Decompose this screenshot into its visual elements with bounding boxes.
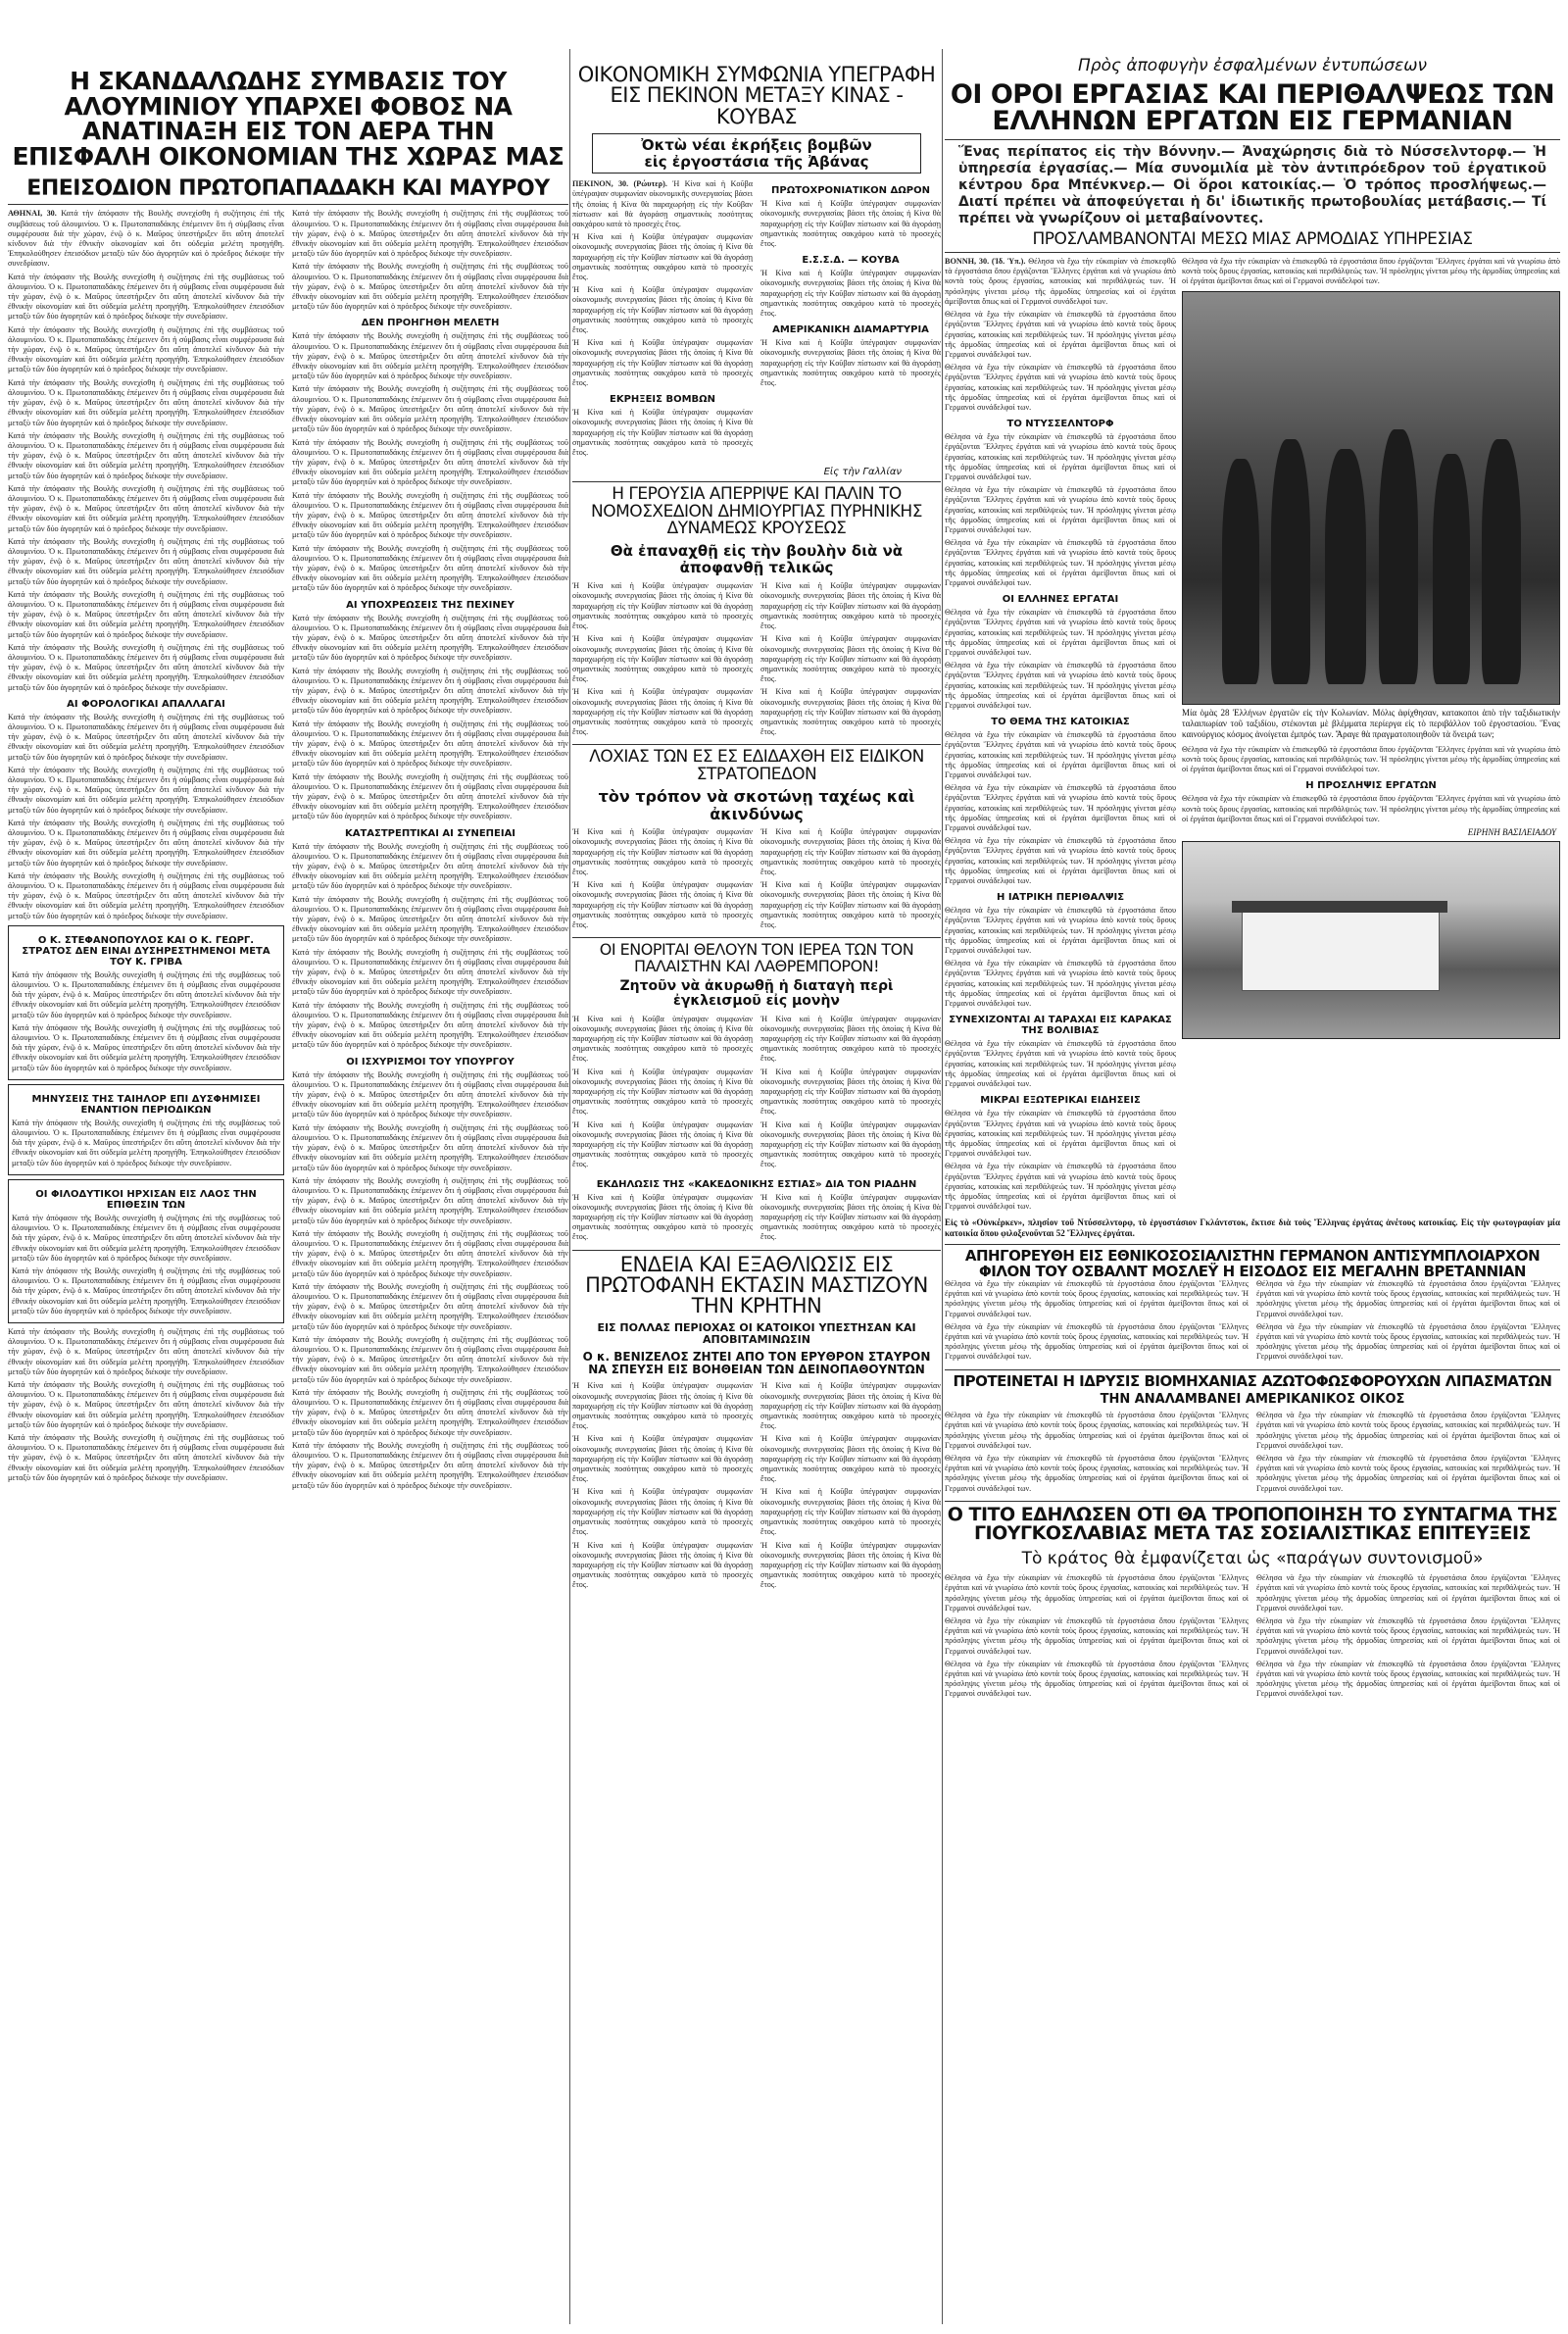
article-text: Κατά τὴν ἀπόφασιν τῆς Βουλῆς συνεχίσθη ἡ συζήτησις ἐπὶ τῆς συμβάσεως τοῦ ἀλουμινίου. Ὁ κ. Πρωτοπαπαδάκης ἐπέμεινεν ὅτι ἡ σύμβασις εἶναι συμφέρουσα διὰ τὴν χώραν, ἐνῷ ὁ κ. Μαῦρος ὑπεστήριξεν ὅτι αὕτη ἀποτελεῖ κίνδυνον διὰ τὴν ἐθνικὴν οἰκονομίαν καὶ ὅτι οὐδεμία μελέτη προηγήθη. Ἐπηκολούθησεν ἐπεισόδιον μεταξὺ τῶν δύο ἀγορητῶν καὶ ὁ πρόεδρος διέκοψε τὴν συνεδρίασιν. (8, 1432, 284, 1482)
article-text: Ἡ Κίνα καὶ ἡ Κοῦβα ὑπέγραψαν συμφωνίαν οἰκονομικῆς συνεργασίας βάσει τῆς ὁποίας ἡ Κίνα θὰ παραχωρήσῃ εἰς τὴν Κοῦβαν πίστωσιν καὶ θὰ ἀγοράσῃ σημαντικὰς ποσότητας σακχάρου κατὰ τὸ προσεχὲς ἔτος. (760, 1067, 941, 1117)
divider (572, 1250, 941, 1251)
headline-mosley: ΑΠΗΓΟΡΕΥΘΗ ΕΙΣ ΕΘΝΙΚΟΣΟΣΙΑΛΙΣΤΗΝ ΓΕΡΜΑΝΟΝ ΑΝΤΙΣΥΜΠΛΟΙΑΡΧΟΝ ΦΙΛΟΝ ΤΟΥ ΟΣΒΑΛΝΤ ΜΟΣΛΕΫ Η ΕΙΣΟΔΟΣ ΕΙΣ ΜΕΓΑΛΗΝ ΒΡΕΤΑΝΝΙΑΝ (964, 1247, 1541, 1280)
byline: ΕΙΡΗΝΗ ΒΑΣΙΛΕΙΑΔΟΥ (1467, 826, 1556, 837)
article-text: Κατά τὴν ἀπόφασιν τῆς Βουλῆς συνεχίσθη ἡ συζήτησις ἐπὶ τῆς συμβάσεως τοῦ ἀλουμινίου. Ὁ κ. Πρωτοπαπαδάκης ἐπέμεινεν ὅτι ἡ σύμβασις εἶναι συμφέρουσα διὰ τὴν χώραν, ἐνῷ ὁ κ. Μαῦρος ὑπεστήριξεν ὅτι αὕτη ἀποτελεῖ κίνδυνον διὰ τὴν ἐθνικὴν οἰκονομίαν καὶ ὅτι οὐδεμία μελέτη προηγήθη. Ἐπηκολούθησεν ἐπεισόδιον μεταξὺ τῶν δύο ἀγορητῶν καὶ ὁ πρόεδρος διέκοψε τὴν συνεδρίασιν. (8, 712, 284, 762)
headline-crete: ΕΝΔΕΙΑ ΚΑΙ ΕΞΑΘΛΙΩΣΙΣ ΕΙΣ ΠΡΩΤΟΦΑΝΗ ΕΚΤΑΣΙΝ ΜΑΣΤΙΖΟΥΝ ΤΗΝ ΚΡΗΤΗΝ (585, 1252, 928, 1318)
article-text: Θέλησα νὰ ἔχω τὴν εὐκαιρίαν νὰ ἐπισκεφθῶ τὰ ἐργοστάσια ὅπου ἐργάζονται Ἕλληνες ἐργάται καὶ νὰ γνωρίσω ἀπὸ κοντὰ τοὺς ὅρους ἐργασίας, κατοικίας καὶ περιθάλψεώς των. Ἡ πρόσληψις γίνεται μέσῳ τῆς ἁρμοδίας ὑπηρεσίας καὶ οἱ ἐργάται ἀμείβονται ὅπως καὶ οἱ Γερμανοὶ συνάδελφοί των. (1256, 1573, 1560, 1613)
headline-priest: ΟΙ ΕΝΟΡΙΤΑΙ ΘΕΛΟΥΝ ΤΟΝ ΙΕΡΕΑ ΤΩΝ ΤΟΝ ΠΑΛΑΙΣΤΗΝ ΚΑΙ ΛΑΘΡΕΜΠΟΡΟΝ! (599, 940, 914, 975)
section-heading: ΕΚΡΗΞΕΙΣ ΒΟΜΒΩΝ (609, 394, 716, 406)
article-text: Θέλησα νὰ ἔχω τὴν εὐκαιρίαν νὰ ἐπισκεφθῶ τὰ ἐργοστάσια ὅπου ἐργάζονται Ἕλληνες ἐργάται καὶ νὰ γνωρίσω ἀπὸ κοντὰ τοὺς ὅρους ἐργασίας, κατοικίας καὶ περιθάλψεώς των. Ἡ πρόσληψις γίνεται μέσῳ τῆς ἁρμοδίας ὑπηρεσίας καὶ οἱ ἐργάται ἀμείβονται ὅπως καὶ οἱ Γερμανοὶ συνάδελφοί των. (945, 485, 1176, 534)
article-text: Ἡ Κίνα καὶ ἡ Κοῦβα ὑπέγραψαν συμφωνίαν οἰκονομικῆς συνεργασίας βάσει τῆς ὁποίας ἡ Κίνα θὰ παραχωρήσῃ εἰς τὴν Κοῦβαν πίστωσιν καὶ θὰ ἀγοράσῃ σημαντικὰς ποσότητας σακχάρου κατὰ τὸ προσεχὲς ἔτος. (760, 1487, 941, 1537)
subhead-parliament: Θὰ ἐπαναχθῇ εἰς τὴν βουλὴν διὰ νὰ ἀποφανθῇ τελικῶς (610, 542, 904, 576)
article-text: Κατά τὴν ἀπόφασιν τῆς Βουλῆς συνεχίσθη ἡ συζήτησις ἐπὶ τῆς συμβάσεως τοῦ ἀλουμινίου. Ὁ κ. Πρωτοπαπαδάκης ἐπέμεινεν ὅτι ἡ σύμβασις εἶναι συμφέρουσα διὰ τὴν χώραν, ἐνῷ ὁ κ. Μαῦρος ὑπεστήριξεν ὅτι αὕτη ἀποτελεῖ κίνδυνον διὰ τὴν ἐθνικὴν οἰκονομίαν καὶ ὅτι οὐδεμία μελέτη προηγήθη. Ἐπηκολούθησεν ἐπεισόδιον μεταξὺ τῶν δύο ἀγορητῶν καὶ ὁ πρόεδρος διέκοψε τὴν συνεδρίασιν. (292, 1334, 568, 1384)
article-text: Κατά τὴν ἀπόφασιν τῆς Βουλῆς συνεχίσθη ἡ συζήτησις ἐπὶ τῆς συμβάσεως τοῦ ἀλουμινίου. Ὁ κ. Πρωτοπαπαδάκης ἐπέμεινεν ὅτι ἡ σύμβασις εἶναι συμφέρουσα διὰ τὴν χώραν, ἐνῷ ὁ κ. Μαῦρος ὑπεστήριξεν ὅτι αὕτη ἀποτελεῖ κίνδυνον διὰ τὴν ἐθνικὴν οἰκονομίαν καὶ ὅτι οὐδεμία μελέτη προηγήθη. Ἐπηκολούθησεν ἐπεισόδιον μεταξὺ τῶν δύο ἀγορητῶν καὶ ὁ πρόεδρος διέκοψε τὴν συνεδρίασιν. (292, 666, 568, 716)
article-text: Ἡ Κίνα καὶ ἡ Κοῦβα ὑπέγραψαν συμφωνίαν οἰκονομικῆς συνεργασίας βάσει τῆς ὁποίας ἡ Κίνα θὰ παραχωρήσῃ εἰς τὴν Κοῦβαν πίστωσιν καὶ θὰ ἀγοράσῃ σημαντικὰς ποσότητας σακχάρου κατὰ τὸ προσεχὲς ἔτος. (572, 880, 753, 929)
article-text: Κατά τὴν ἀπόφασιν τῆς Βουλῆς συνεχίσθη ἡ συζήτησις ἐπὶ τῆς συμβάσεως τοῦ ἀλουμινίου. Ὁ κ. Πρωτοπαπαδάκης ἐπέμεινεν ὅτι ἡ σύμβασις εἶναι συμφέρουσα διὰ τὴν χώραν, ἐνῷ ὁ κ. Μαῦρος ὑπεστήριξεν ὅτι αὕτη ἀποτελεῖ κίνδυνον διὰ τὴν ἐθνικὴν οἰκονομίαν καὶ ὅτι οὐδεμία μελέτη προηγήθη. Ἐπηκολούθησεν ἐπεισόδιον μεταξὺ τῶν δύο ἀγορητῶν καὶ ὁ πρόεδρος διέκοψε τὴν συνεδρίασιν. (292, 1440, 568, 1490)
photo-figure (1482, 439, 1521, 684)
article-text: Θέλησα νὰ ἔχω τὴν εὐκαιρίαν νὰ ἐπισκεφθῶ τὰ ἐργοστάσια ὅπου ἐργάζονται Ἕλληνες ἐργάται καὶ νὰ γνωρίσω ἀπὸ κοντὰ τοὺς ὅρους ἐργασίας, κατοικίας καὶ περιθάλψεώς των. Ἡ πρόσληψις γίνεται μέσῳ τῆς ἁρμοδίας ὑπηρεσίας καὶ οἱ ἐργάται ἀμείβονται ὅπως καὶ οἱ Γερμανοὶ συνάδελφοί των. (945, 363, 1176, 412)
article-text: Ἡ Κίνα καὶ ἡ Κοῦβα ὑπέγραψαν συμφωνίαν οἰκονομικῆς συνεργασίας βάσει τῆς ὁποίας ἡ Κίνα θὰ παραχωρήσῃ εἰς τὴν Κοῦβαν πίστωσιν καὶ θὰ ἀγοράσῃ σημαντικὰς ποσότητας σακχάρου κατὰ τὸ προσεχὲς ἔτος. (572, 634, 753, 684)
divider (945, 1244, 1560, 1245)
subhead-state: Τὸ κράτος θὰ ἐμφανίζεται ὡς «παράγων συντονισμοῦ» (1021, 1548, 1484, 1568)
section-heading: ΕΚΔΗΛΩΣΙΣ ΤΗΣ «ΚΑΚΕΔΟΝΙΚΗΣ ΕΣΤΙΑΣ» ΔΙΑ ΤΟΝ ΡΙΑΔΗΝ (596, 1178, 917, 1190)
article-text: Κατά τὴν ἀπόφασιν τῆς Βουλῆς συνεχίσθη ἡ συζήτησις ἐπὶ τῆς συμβάσεως τοῦ ἀλουμινίου. Ὁ κ. Πρωτοπαπαδάκης ἐπέμεινεν ὅτι ἡ σύμβασις εἶναι συμφέρουσα διὰ τὴν χώραν, ἐνῷ ὁ κ. Μαῦρος ὑπεστήριξεν ὅτι αὕτη ἀποτελεῖ κίνδυνον διὰ τὴν ἐθνικὴν οἰκονομίαν καὶ ὅτι οὐδεμία μελέτη προηγήθη. Ἐπηκολούθησεν ἐπεισόδιον μεταξὺ τῶν δύο ἀγορητῶν καὶ ὁ πρόεδρος διέκοψε τὴν συνεδρίασιν. (292, 1122, 568, 1172)
divider (572, 481, 941, 482)
article-text: Ἡ Κίνα καὶ ἡ Κοῦβα ὑπέγραψαν συμφωνίαν οἰκονομικῆς συνεργασίας βάσει τῆς ὁποίας ἡ Κίνα θὰ παραχωρήσῃ εἰς τὴν Κοῦβαν πίστωσιν καὶ θὰ ἀγοράσῃ σημαντικὰς ποσότητας σακχάρου κατὰ τὸ προσεχὲς ἔτος. (760, 827, 941, 876)
article-text: Θέλησα νὰ ἔχω τὴν εὐκαιρίαν νὰ ἐπισκεφθῶ τὰ ἐργοστάσια ὅπου ἐργάζονται Ἕλληνες ἐργάται καὶ νὰ γνωρίσω ἀπὸ κοντὰ τοὺς ὅρους ἐργασίας, κατοικίας καὶ περιθάλψεώς των. Ἡ πρόσληψις γίνεται μέσῳ τῆς ἁρμοδίας ὑπηρεσίας καὶ οἱ ἐργάται ἀμείβονται ὅπως καὶ οἱ Γερμανοὶ συνάδελφοί των. (945, 1411, 1249, 1450)
article-text: Ἡ Κίνα καὶ ἡ Κοῦβα ὑπέγραψαν συμφωνίαν οἰκονομικῆς συνεργασίας βάσει τῆς ὁποίας ἡ Κίνα θὰ παραχωρήσῃ εἰς τὴν Κοῦβαν πίστωσιν καὶ θὰ ἀγοράσῃ σημαντικὰς ποσότητας σακχάρου κατὰ τὸ προσεχὲς ἔτος. (572, 1487, 753, 1537)
headline-tito: Ο ΤΙΤΟ ΕΔΗΛΩΣΕΝ ΟΤΙ ΘΑ ΤΡΟΠΟΠΟΙΗΣΗ ΤΟ ΣΥΝΤΑΓΜΑ ΤΗΣ ΓΙΟΥΓΚΟΣΛΑΒΙΑΣ ΜΕΤΑ ΤΑΣ ΣΟΣΙΑΛΙΣΤΙΚΑΣ ΕΠΙΤΕΥΞΕΙΣ (947, 1503, 1558, 1545)
divider (945, 139, 1560, 140)
divider (8, 204, 568, 205)
article-text: Ἡ Κίνα καὶ ἡ Κοῦβα ὑπέγραψαν συμφωνίαν οἰκονομικῆς συνεργασίας βάσει τῆς ὁποίας ἡ Κίνα θὰ παραχωρήσῃ εἰς τὴν Κοῦβαν πίστωσιν καὶ θὰ ἀγοράσῃ σημαντικὰς ποσότητας σακχάρου κατὰ τὸ προσεχὲς ἔτος. (572, 1381, 753, 1431)
article-germany (945, 257, 1560, 1215)
article-text: Κατά τὴν ἀπόφασιν τῆς Βουλῆς συνεχίσθη ἡ συζήτησις ἐπὶ τῆς συμβάσεως τοῦ ἀλουμινίου. Ὁ κ. Πρωτοπαπαδάκης ἐπέμεινεν ὅτι ἡ σύμβασις εἶναι συμφέρουσα διὰ τὴν χώραν, ἐνῷ ὁ κ. Μαῦρος ὑπεστήριξεν ὅτι αὕτη ἀποτελεῖ κίνδυνον διὰ τὴν ἐθνικὴν οἰκονομίαν καὶ ὅτι οὐδεμία μελέτη προηγήθη. Ἐπηκολούθησεν ἐπεισόδιον μεταξὺ τῶν δύο ἀγορητῶν καὶ ὁ πρόεδρος διέκοψε τὴν συνεδρίασιν. (292, 841, 568, 891)
article-text: Κατά τὴν ἀπόφασιν τῆς Βουλῆς συνεχίσθη ἡ συζήτησις ἐπὶ τῆς συμβάσεως τοῦ ἀλουμινίου. Ὁ κ. Πρωτοπαπαδάκης ἐπέμεινεν ὅτι ἡ σύμβασις εἶναι συμφέρουσα διὰ τὴν χώραν, ἐνῷ ὁ κ. Μαῦρος ὑπεστήριξεν ὅτι αὕτη ἀποτελεῖ κίνδυνον διὰ τὴν ἐθνικὴν οἰκονομίαν καὶ ὅτι οὐδεμία μελέτη προηγήθη. Ἐπηκολούθησεν ἐπεισόδιον μεταξὺ τῶν δύο ἀγορητῶν καὶ ὁ πρόεδρος διέκοψε τὴν συνεδρίασιν. (8, 324, 284, 374)
article-text: Ἡ Κίνα καὶ ἡ Κοῦβα ὑπέγραψαν συμφωνίαν οἰκονομικῆς συνεργασίας βάσει τῆς ὁποίας ἡ Κίνα θὰ παραχωρήσῃ εἰς τὴν Κοῦβαν πίστωσιν καὶ θὰ ἀγοράσῃ σημαντικὰς ποσότητας σακχάρου κατὰ τὸ προσεχὲς ἔτος. (572, 1119, 753, 1169)
article-text: Ἡ Κίνα καὶ ἡ Κοῦβα ὑπέγραψαν συμφωνίαν οἰκονομικῆς συνεργασίας βάσει τῆς ὁποίας ἡ Κίνα θὰ παραχωρήσῃ εἰς τὴν Κοῦβαν πίστωσιν καὶ θὰ ἀγοράσῃ σημαντικὰς ποσότητας σακχάρου κατὰ τὸ προσεχὲς ἔτος. (572, 285, 753, 335)
photo-caption: Μία ὁμὰς 28 Ἑλλήνων ἐργατῶν εἰς τὴν Κολωνίαν. Μόλις ἀφίχθησαν, κατακοποι ἀπὸ τὴν ταξιδιωτικὴν ταλαιπωρίαν τοῦ ταξιδίου, στέκονται μὲ βλέμματα περίεργα εἰς τὸ περιβάλλον τοῦ ἐργοστασίου. Ἕνας καινούργιος κόσμος ἀνοίγεται ἐμπρός των. Ἄραγε θὰ πραγματοποιηθοῦν τὰ ὄνειρά των; (1182, 707, 1560, 739)
article-text: Κατά τὴν ἀπόφασιν τῆς Βουλῆς συνεχίσθη ἡ συζήτησις ἐπὶ τῆς συμβάσεως τοῦ ἀλουμινίου. Ὁ κ. Πρωτοπαπαδάκης ἐπέμεινεν ὅτι ἡ σύμβασις εἶναι συμφέρουσα διὰ τὴν χώραν, ἐνῷ ὁ κ. Μαῦρος ὑπεστήριξεν ὅτι αὕτη ἀποτελεῖ κίνδυνον διὰ τὴν ἐθνικὴν οἰκονομίαν καὶ ὅτι οὐδεμία μελέτη προηγήθη. Ἐπηκολούθησεν ἐπεισόδιον μεταξὺ τῶν δύο ἀγορητῶν καὶ ὁ πρόεδρος διέκοψε τὴν συνεδρίασιν. (292, 771, 568, 821)
article-text: Κατά τὴν ἀπόφασιν τῆς Βουλῆς συνεχίσθη ἡ συζήτησις ἐπὶ τῆς συμβάσεως τοῦ ἀλουμινίου. Ὁ κ. Πρωτοπαπαδάκης ἐπέμεινεν ὅτι ἡ σύμβασις εἶναι συμφέρουσα διὰ τὴν χώραν, ἐνῷ ὁ κ. Μαῦρος ὑπεστήριξεν ὅτι αὕτη ἀποτελεῖ κίνδυνον διὰ τὴν ἐθνικὴν οἰκονομίαν καὶ ὅτι οὐδεμία μελέτη προηγήθη. Ἐπηκολούθησεν ἐπεισόδιον μεταξὺ τῶν δύο ἀγορητῶν καὶ ὁ πρόεδρος διέκοψε τὴν συνεδρίασιν. (8, 209, 285, 269)
article-text: Κατά τὴν ἀπόφασιν τῆς Βουλῆς συνεχίσθη ἡ συζήτησις ἐπὶ τῆς συμβάσεως τοῦ ἀλουμινίου. Ὁ κ. Πρωτοπαπαδάκης ἐπέμεινεν ὅτι ἡ σύμβασις εἶναι συμφέρουσα διὰ τὴν χώραν, ἐνῷ ὁ κ. Μαῦρος ὑπεστήριξεν ὅτι αὕτη ἀποτελεῖ κίνδυνον διὰ τὴν ἐθνικὴν οἰκονομίαν καὶ ὅτι οὐδεμία μελέτη προηγήθη. Ἐπηκολούθησεν ἐπεισόδιον μεταξὺ τῶν δύο ἀγορητῶν καὶ ὁ πρόεδρος διέκοψε τὴν συνεδρίασιν. (12, 1022, 280, 1072)
column-right (945, 0, 1560, 2334)
photo-figure (1222, 459, 1259, 684)
article-text: Ἡ Κίνα καὶ ἡ Κοῦβα ὑπέγραψαν συμφωνίαν οἰκονομικῆς συνεργασίας βάσει τῆς ὁποίας ἡ Κίνα θὰ παραχωρήσῃ εἰς τὴν Κοῦβαν πίστωσιν καὶ θὰ ἀγοράσῃ σημαντικὰς ποσότητας σακχάρου κατὰ τὸ προσεχὲς ἔτος. (572, 408, 753, 458)
article-tito (945, 1573, 1560, 1702)
article-text: Θέλησα νὰ ἔχω τὴν εὐκαιρίαν νὰ ἐπισκεφθῶ τὰ ἐργοστάσια ὅπου ἐργάζονται Ἕλληνες ἐργάται καὶ νὰ γνωρίσω ἀπὸ κοντὰ τοὺς ὅρους ἐργασίας, κατοικίας καὶ περιθάλψεώς των. Ἡ πρόσληψις γίνεται μέσῳ τῆς ἁρμοδίας ὑπηρεσίας καὶ οἱ ἐργάται ἀμείβονται ὅπως καὶ οἱ Γερμανοὶ συνάδελφοί των. (1256, 1411, 1560, 1450)
article-text: Ἡ Κίνα καὶ ἡ Κοῦβα ὑπέγραψαν συμφωνίαν οἰκονομικῆς συνεργασίας βάσει τῆς ὁποίας ἡ Κίνα θὰ παραχωρήσῃ εἰς τὴν Κοῦβαν πίστωσιν καὶ θὰ ἀγοράσῃ σημαντικὰς ποσότητας σακχάρου κατὰ τὸ προσεχὲς ἔτος. (760, 1381, 941, 1431)
headline-fertilizer: ΠΡΟΤΕΙΝΕΤΑΙ Η ΙΔΡΥΣΙΣ ΒΙΟΜΗΧΑΝΙΑΣ ΑΖΩΤΟΦΩΣΦΟΡΟΥΧΩΝ ΛΙΠΑΣΜΑΤΩΝ (953, 1371, 1552, 1390)
article-text: Κατά τὴν ἀπόφασιν τῆς Βουλῆς συνεχίσθη ἡ συζήτησις ἐπὶ τῆς συμβάσεως τοῦ ἀλουμινίου. Ὁ κ. Πρωτοπαπαδάκης ἐπέμεινεν ὅτι ἡ σύμβασις εἶναι συμφέρουσα διὰ τὴν χώραν, ἐνῷ ὁ κ. Μαῦρος ὑπεστήριξεν ὅτι αὕτη ἀποτελεῖ κίνδυνον διὰ τὴν ἐθνικὴν οἰκονομίαν καὶ ὅτι οὐδεμία μελέτη προηγήθη. Ἐπηκολούθησεν ἐπεισόδιον μεταξὺ τῶν δύο ἀγορητῶν καὶ ὁ πρόεδρος διέκοψε τὴν συνεδρίασιν. (8, 1326, 284, 1376)
news-box-stefanopoulos (8, 925, 284, 1080)
subhead-bombs: Ὀκτὼ νέαι ἐκρήξεις βομβῶν (641, 136, 872, 155)
article-text: Θέλησα νὰ ἔχω τὴν εὐκαιρίαν νὰ ἐπισκεφθῶ τὰ ἐργοστάσια ὅπου ἐργάζονται Ἕλληνες ἐργάται καὶ νὰ γνωρίσω ἀπὸ κοντὰ τοὺς ὅρους ἐργασίας, κατοικίας καὶ περιθάλψεώς των. Ἡ πρόσληψις γίνεται μέσῳ τῆς ἁρμοδίας ὑπηρεσίας καὶ οἱ ἐργάται ἀμείβονται ὅπως καὶ οἱ Γερμανοὶ συνάδελφοί των. (945, 1616, 1249, 1656)
article-text: Κατά τὴν ἀπόφασιν τῆς Βουλῆς συνεχίσθη ἡ συζήτησις ἐπὶ τῆς συμβάσεως τοῦ ἀλουμινίου. Ὁ κ. Πρωτοπαπαδάκης ἐπέμεινεν ὅτι ἡ σύμβασις εἶναι συμφέρουσα διὰ τὴν χώραν, ἐνῷ ὁ κ. Μαῦρος ὑπεστήριξεν ὅτι αὕτη ἀποτελεῖ κίνδυνον διὰ τὴν ἐθνικὴν οἰκονομίαν καὶ ὅτι οὐδεμία μελέτη προηγήθη. Ἐπηκολούθησεν ἐπεισόδιον μεταξὺ τῶν δύο ἀγορητῶν καὶ ὁ πρόεδρος διέκοψε τὴν συνεδρίασιν. (292, 384, 568, 434)
article-text: Κατά τὴν ἀπόφασιν τῆς Βουλῆς συνεχίσθη ἡ συζήτησις ἐπὶ τῆς συμβάσεως τοῦ ἀλουμινίου. Ὁ κ. Πρωτοπαπαδάκης ἐπέμεινεν ὅτι ἡ σύμβασις εἶναι συμφέρουσα διὰ τὴν χώραν, ἐνῷ ὁ κ. Μαῦρος ὑπεστήριξεν ὅτι αὕτη ἀποτελεῖ κίνδυνον διὰ τὴν ἐθνικὴν οἰκονομίαν καὶ ὅτι οὐδεμία μελέτη προηγήθη. Ἐπηκολούθησεν ἐπεισόδιον μεταξὺ τῶν δύο ἀγορητῶν καὶ ὁ πρόεδρος διέκοψε τὴν συνεδρίασιν. (8, 642, 284, 692)
headline-senate: Η ΓΕΡΟΥΣΙΑ ΑΠΕΡΡΙΨΕ ΚΑΙ ΠΑΛΙΝ ΤΟ ΝΟΜΟΣΧΕΔΙΟΝ ΔΗΜΙΟΥΡΓΙΑΣ ΠΥΡΗΝΙΚΗΣ ΔΥΝΑΜΕΩΣ ΚΡΟΥΣΕΩΣ (591, 484, 922, 538)
section-heading: ΣΥΝΕΧΙΖΟΝΤΑΙ ΑΙ ΤΑΡΑΧΑΙ ΕΙΣ ΚΑΡΑΚΑΣ ΤΗΣ ΒΟΛΙΒΙΑΣ (949, 1015, 1172, 1037)
article-text: Κατά τὴν ἀπόφασιν τῆς Βουλῆς συνεχίσθη ἡ συζήτησις ἐπὶ τῆς συμβάσεως τοῦ ἀλουμινίου. Ὁ κ. Πρωτοπαπαδάκης ἐπέμεινεν ὅτι ἡ σύμβασις εἶναι συμφέρουσα διὰ τὴν χώραν, ἐνῷ ὁ κ. Μαῦρος ὑπεστήριξεν ὅτι αὕτη ἀποτελεῖ κίνδυνον διὰ τὴν ἐθνικὴν οἰκονομίαν καὶ ὅτι οὐδεμία μελέτη προηγήθη. Ἐπηκολούθησεν ἐπεισόδιον μεταξὺ τῶν δύο ἀγορητῶν καὶ ὁ πρόεδρος διέκοψε τὴν συνεδρίασιν. (12, 1266, 280, 1316)
box-headline: Ο Κ. ΣΤΕΦΑΝΟΠΟΥΛΟΣ ΚΑΙ Ο Κ. ΓΕΩΡΓ. ΣΤΡΑΤΟΣ ΔΕΝ ΕΙΝΑΙ ΔΥΣΗΡΕΣΤΗΜΕΝΟΙ ΜΕΤΑ ΤΟΥ Κ. ΓΡΙΒΑ (22, 934, 270, 968)
article-text: Κατά τὴν ἀπόφασιν τῆς Βουλῆς συνεχίσθη ἡ συζήτησις ἐπὶ τῆς συμβάσεως τοῦ ἀλουμινίου. Ὁ κ. Πρωτοπαπαδάκης ἐπέμεινεν ὅτι ἡ σύμβασις εἶναι συμφέρουσα διὰ τὴν χώραν, ἐνῷ ὁ κ. Μαῦρος ὑπεστήριξεν ὅτι αὕτη ἀποτελεῖ κίνδυνον διὰ τὴν ἐθνικὴν οἰκονομίαν καὶ ὅτι οὐδεμία μελέτη προηγήθη. Ἐπηκολούθησεν ἐπεισόδιον μεταξὺ τῶν δύο ἀγορητῶν καὶ ὁ πρόεδρος διέκοψε τὴν συνεδρίασιν. (12, 969, 280, 1019)
article-text: Κατά τὴν ἀπόφασιν τῆς Βουλῆς συνεχίσθη ἡ συζήτησις ἐπὶ τῆς συμβάσεως τοῦ ἀλουμινίου. Ὁ κ. Πρωτοπαπαδάκης ἐπέμεινεν ὅτι ἡ σύμβασις εἶναι συμφέρουσα διὰ τὴν χώραν, ἐνῷ ὁ κ. Μαῦρος ὑπεστήριξεν ὅτι αὕτη ἀποτελεῖ κίνδυνον διὰ τὴν ἐθνικὴν οἰκονομίαν καὶ ὅτι οὐδεμία μελέτη προηγήθη. Ἐπηκολούθησεν ἐπεισόδιον μεταξὺ τῶν δύο ἀγορητῶν καὶ ὁ πρόεδρος διέκοψε τὴν συνεδρίασιν. (8, 430, 284, 480)
photo-building (1242, 911, 1440, 991)
dateline: ΒΟΝΝΗ, 30. (Ἰδ. Ὑπ.). (945, 257, 1026, 267)
section-heading: ΤΟ ΝΤΥΣΣΕΛΝΤΟΡΦ (1006, 419, 1114, 430)
article-text: Κατά τὴν ἀπόφασιν τῆς Βουλῆς συνεχίσθη ἡ συζήτησις ἐπὶ τῆς συμβάσεως τοῦ ἀλουμινίου. Ὁ κ. Πρωτοπαπαδάκης ἐπέμεινεν ὅτι ἡ σύμβασις εἶναι συμφέρουσα διὰ τὴν χώραν, ἐνῷ ὁ κ. Μαῦρος ὑπεστήριξεν ὅτι αὕτη ἀποτελεῖ κίνδυνον διὰ τὴν ἐθνικὴν οἰκονομίαν καὶ ὅτι οὐδεμία μελέτη προηγήθη. Ἐπηκολούθησεν ἐπεισόδιον μεταξὺ τῶν δύο ἀγορητῶν καὶ ὁ πρόεδρος διέκοψε τὴν συνεδρίασιν. (12, 1117, 280, 1167)
article-text: Ἡ Κίνα καὶ ἡ Κοῦβα ὑπέγραψαν συμφωνίαν οἰκονομικῆς συνεργασίας βάσει τῆς ὁποίας ἡ Κίνα θὰ παραχωρήσῃ εἰς τὴν Κοῦβαν πίστωσιν καὶ θὰ ἀγοράσῃ σημαντικὰς ποσότητας σακχάρου κατὰ τὸ προσεχὲς ἔτος. (760, 199, 941, 249)
headline-china-cuba: ΟΙΚΟΝΟΜΙΚΗ ΣΥΜΦΩΝΙΑ ΥΠΕΓΡΑΦΗ ΕΙΣ ΠΕΚΙΝΟΝ ΜΕΤΑΞΥ ΚΙΝΑΣ - ΚΟΥΒΑΣ (577, 63, 936, 128)
article-text: Κατά τὴν ἀπόφασιν τῆς Βουλῆς συνεχίσθη ἡ συζήτησις ἐπὶ τῆς συμβάσεως τοῦ ἀλουμινίου. Ὁ κ. Πρωτοπαπαδάκης ἐπέμεινεν ὅτι ἡ σύμβασις εἶναι συμφέρουσα διὰ τὴν χώραν, ἐνῷ ὁ κ. Μαῦρος ὑπεστήριξεν ὅτι αὕτη ἀποτελεῖ κίνδυνον διὰ τὴν ἐθνικὴν οἰκονομίαν καὶ ὅτι οὐδεμία μελέτη προηγήθη. Ἐπηκολούθησεν ἐπεισόδιον μεταξὺ τῶν δύο ἀγορητῶν καὶ ὁ πρόεδρος διέκοψε τὴν συνεδρίασιν. (8, 272, 284, 322)
article-text: Θέλησα νὰ ἔχω τὴν εὐκαιρίαν νὰ ἐπισκεφθῶ τὰ ἐργοστάσια ὅπου ἐργάζονται Ἕλληνες ἐργάται καὶ νὰ γνωρίσω ἀπὸ κοντὰ τοὺς ὅρους ἐργασίας, κατοικίας καὶ περιθάλψεώς των. Ἡ πρόσληψις γίνεται μέσῳ τῆς ἁρμοδίας ὑπηρεσίας καὶ οἱ ἐργάται ἀμείβονται ὅπως καὶ οἱ Γερμανοὶ συνάδελφοί των. (945, 1278, 1249, 1318)
dateline: ΑΘΗΝΑΙ, 30. (8, 209, 57, 219)
headline-germany-workers: ΟΙ ΟΡΟΙ ΕΡΓΑΣΙΑΣ ΚΑΙ ΠΕΡΙΘΑΛΨΕΩΣ ΤΩΝ ΕΛΛΗΝΩΝ ΕΡΓΑΤΩΝ ΕΙΣ ΓΕΡΜΑΝΙΑΝ (950, 78, 1555, 137)
photo-figure (1379, 429, 1418, 684)
article-text: Ἡ Κίνα καὶ ἡ Κοῦβα ὑπέγραψαν συμφωνίαν οἰκονομικῆς συνεργασίας βάσει τῆς ὁποίας ἡ Κίνα θὰ παραχωρήσῃ εἰς τὴν Κοῦβαν πίστωσιν καὶ θὰ ἀγοράσῃ σημαντικὰς ποσότητας σακχάρου κατὰ τὸ προσεχὲς ἔτος. (760, 1192, 941, 1242)
article-text: Κατά τὴν ἀπόφασιν τῆς Βουλῆς συνεχίσθη ἡ συζήτησις ἐπὶ τῆς συμβάσεως τοῦ ἀλουμινίου. Ὁ κ. Πρωτοπαπαδάκης ἐπέμεινεν ὅτι ἡ σύμβασις εἶναι συμφέρουσα διὰ τὴν χώραν, ἐνῷ ὁ κ. Μαῦρος ὑπεστήριξεν ὅτι αὕτη ἀποτελεῖ κίνδυνον διὰ τὴν ἐθνικὴν οἰκονομίαν καὶ ὅτι οὐδεμία μελέτη προηγήθη. Ἐπηκολούθησεν ἐπεισόδιον μεταξὺ τῶν δύο ἀγορητῶν καὶ ὁ πρόεδρος διέκοψε τὴν συνεδρίασιν. (8, 377, 284, 427)
article-text: Κατά τὴν ἀπόφασιν τῆς Βουλῆς συνεχίσθη ἡ συζήτησις ἐπὶ τῆς συμβάσεως τοῦ ἀλουμινίου. Ὁ κ. Πρωτοπαπαδάκης ἐπέμεινεν ὅτι ἡ σύμβασις εἶναι συμφέρουσα διὰ τὴν χώραν, ἐνῷ ὁ κ. Μαῦρος ὑπεστήριξεν ὅτι αὕτη ἀποτελεῖ κίνδυνον διὰ τὴν ἐθνικὴν οἰκονομίαν καὶ ὅτι οὐδεμία μελέτη προηγήθη. Ἐπηκολούθησεν ἐπεισόδιον μεταξὺ τῶν δύο ἀγορητῶν καὶ ὁ πρόεδρος διέκοψε τὴν συνεδρίασιν. (292, 1069, 568, 1119)
article-text: Κατά τὴν ἀπόφασιν τῆς Βουλῆς συνεχίσθη ἡ συζήτησις ἐπὶ τῆς συμβάσεως τοῦ ἀλουμινίου. Ὁ κ. Πρωτοπαπαδάκης ἐπέμεινεν ὅτι ἡ σύμβασις εἶναι συμφέρουσα διὰ τὴν χώραν, ἐνῷ ὁ κ. Μαῦρος ὑπεστήριξεν ὅτι αὕτη ἀποτελεῖ κίνδυνον διὰ τὴν ἐθνικὴν οἰκονομίαν καὶ ὅτι οὐδεμία μελέτη προηγήθη. Ἐπηκολούθησεν ἐπεισόδιον μεταξὺ τῶν δύο ἀγορητῶν καὶ ὁ πρόεδρος διέκοψε τὴν συνεδρίασιν. (8, 536, 284, 586)
article-text: Ἡ Κίνα καὶ ἡ Κοῦβα ὑπέγραψαν συμφωνίαν οἰκονομικῆς συνεργασίας βάσει τῆς ὁποίας ἡ Κίνα θὰ παραχωρήσῃ εἰς τὴν Κοῦβαν πίστωσιν καὶ θὰ ἀγοράσῃ σημαντικὰς ποσότητας σακχάρου κατὰ τὸ προσεχὲς ἔτος. (572, 827, 753, 876)
article-fertilizer (945, 1411, 1560, 1497)
column-left (8, 0, 568, 2334)
article-text: Θέλησα νὰ ἔχω τὴν εὐκαιρίαν νὰ ἐπισκεφθῶ τὰ ἐργοστάσια ὅπου ἐργάζονται Ἕλληνες ἐργάται καὶ νὰ γνωρίσω ἀπὸ κοντὰ τοὺς ὅρους ἐργασίας, κατοικίας καὶ περιθάλψεώς των. Ἡ πρόσληψις γίνεται μέσῳ τῆς ἁρμοδίας ὑπηρεσίας καὶ οἱ ἐργάται ἀμείβονται ὅπως καὶ οἱ Γερμανοὶ συνάδελφοί των. (945, 1453, 1249, 1493)
article-text: Κατά τὴν ἀπόφασιν τῆς Βουλῆς συνεχίσθη ἡ συζήτησις ἐπὶ τῆς συμβάσεως τοῦ ἀλουμινίου. Ὁ κ. Πρωτοπαπαδάκης ἐπέμεινεν ὅτι ἡ σύμβασις εἶναι συμφέρουσα διὰ τὴν χώραν, ἐνῷ ὁ κ. Μαῦρος ὑπεστήριξεν ὅτι αὕτη ἀποτελεῖ κίνδυνον διὰ τὴν ἐθνικὴν οἰκονομίαν καὶ ὅτι οὐδεμία μελέτη προηγήθη. Ἐπηκολούθησεν ἐπεισόδιον μεταξὺ τῶν δύο ἀγορητῶν καὶ ὁ πρόεδρος διέκοψε τὴν συνεδρίασιν. (8, 765, 284, 815)
news-box-taylor (8, 1084, 284, 1175)
article-text: Ἡ Κίνα καὶ ἡ Κοῦβα ὑπέγραψαν συμφωνίαν οἰκονομικῆς συνεργασίας βάσει τῆς ὁποίας ἡ Κίνα θὰ παραχωρήσῃ εἰς τὴν Κοῦβαν πίστωσιν καὶ θὰ ἀγοράσῃ σημαντικὰς ποσότητας σακχάρου κατὰ τὸ προσεχὲς ἔτος. (572, 1067, 753, 1117)
subhead-american: ΤΗΝ ΑΝΑΛΑΜΒΑΝΕΙ ΑΜΕΡΙΚΑΝΙΚΟΣ ΟΙΚΟΣ (1100, 1391, 1405, 1407)
article-text: Θέλησα νὰ ἔχω τὴν εὐκαιρίαν νὰ ἐπισκεφθῶ τὰ ἐργοστάσια ὅπου ἐργάζονται Ἕλληνες ἐργάται καὶ νὰ γνωρίσω ἀπὸ κοντὰ τοὺς ὅρους ἐργασίας, κατοικίας καὶ περιθάλψεώς των. Ἡ πρόσληψις γίνεται μέσῳ τῆς ἁρμοδίας ὑπηρεσίας καὶ οἱ ἐργάται ἀμείβονται ὅπως καὶ οἱ Γερμανοὶ συνάδελφοί των. (945, 1321, 1249, 1362)
article-text: Κατά τὴν ἀπόφασιν τῆς Βουλῆς συνεχίσθη ἡ συζήτησις ἐπὶ τῆς συμβάσεως τοῦ ἀλουμινίου. Ὁ κ. Πρωτοπαπαδάκης ἐπέμεινεν ὅτι ἡ σύμβασις εἶναι συμφέρουσα διὰ τὴν χώραν, ἐνῷ ὁ κ. Μαῦρος ὑπεστήριξεν ὅτι αὕτη ἀποτελεῖ κίνδυνον διὰ τὴν ἐθνικὴν οἰκονομίαν καὶ ὅτι οὐδεμία μελέτη προηγήθη. Ἐπηκολούθησεν ἐπεισόδιον μεταξὺ τῶν δύο ἀγορητῶν καὶ ὁ πρόεδρος διέκοψε τὴν συνεδρίασιν. (8, 589, 284, 639)
divider (572, 744, 941, 745)
section-heading: ΜΙΚΡΑΙ ΕΞΩΤΕΡΙΚΑΙ ΕΙΔΗΣΕΙΣ (980, 1095, 1141, 1107)
article-mosley (945, 1279, 1560, 1366)
article-text: Κατά τὴν ἀπόφασιν τῆς Βουλῆς συνεχίσθη ἡ συζήτησις ἐπὶ τῆς συμβάσεως τοῦ ἀλουμινίου. Ὁ κ. Πρωτοπαπαδάκης ἐπέμεινεν ὅτι ἡ σύμβασις εἶναι συμφέρουσα διὰ τὴν χώραν, ἐνῷ ὁ κ. Μαῦρος ὑπεστήριξεν ὅτι αὕτη ἀποτελεῖ κίνδυνον διὰ τὴν ἐθνικὴν οἰκονομίαν καὶ ὅτι οὐδεμία μελέτη προηγήθη. Ἐπηκολούθησεν ἐπεισόδιον μεταξὺ τῶν δύο ἀγορητῶν καὶ ὁ πρόεδρος διέκοψε τὴν συνεδρίασιν. (292, 543, 568, 593)
box-headline: ΜΗΝΥΣΕΙΣ ΤΗΣ ΤΑΙΗΛΟΡ ΕΠΙ ΔΥΣΦΗΜΙΣΕΙ ΕΝΑΝΤΙΟΝ ΠΕΡΙΟΔΙΚΩΝ (31, 1093, 261, 1116)
subhead-hiring: ΠΡΟΣΛΑΜΒΑΝΟΝΤΑΙ ΜΕΣΩ ΜΙΑΣ ΑΡΜΟΔΙΑΣ ΥΠΗΡΕΣΙΑΣ (1032, 228, 1473, 249)
article-text: Ἡ Κίνα καὶ ἡ Κοῦβα ὑπέγραψαν συμφωνίαν οἰκονομικῆς συνεργασίας βάσει τῆς ὁποίας ἡ Κίνα θὰ παραχωρήσῃ εἰς τὴν Κοῦβαν πίστωσιν καὶ θὰ ἀγοράσῃ σημαντικὰς ποσότητας σακχάρου κατὰ τὸ προσεχὲς ἔτος. (572, 1192, 753, 1242)
article-text: Κατά τὴν ἀπόφασιν τῆς Βουλῆς συνεχίσθη ἡ συζήτησις ἐπὶ τῆς συμβάσεως τοῦ ἀλουμινίου. Ὁ κ. Πρωτοπαπαδάκης ἐπέμεινεν ὅτι ἡ σύμβασις εἶναι συμφέρουσα διὰ τὴν χώραν, ἐνῷ ὁ κ. Μαῦρος ὑπεστήριξεν ὅτι αὕτη ἀποτελεῖ κίνδυνον διὰ τὴν ἐθνικὴν οἰκονομίαν καὶ ὅτι οὐδεμία μελέτη προηγήθη. Ἐπηκολούθησεν ἐπεισόδιον μεταξὺ τῶν δύο ἀγορητῶν καὶ ὁ πρόεδρος διέκοψε τὴν συνεδρίασιν. (292, 1281, 568, 1331)
headline-aluminium: Η ΣΚΑΝΔΑΛΩΔΗΣ ΣΥΜΒΑΣΙΣ ΤΟΥ ΑΛΟΥΜΙΝΙΟΥ ΥΠΑΡΧΕΙ ΦΟΒΟΣ ΝΑ ΑΝΑΤΙΝΑΞΗ ΕΙΣ ΤΟΝ ΑΕΡΑ ΤΗΝ ΕΠΙΣΦΑΛΗ ΟΙΚΟΝΟΜΙΑΝ ΤΗΣ ΧΩΡΑΣ ΜΑΣ (12, 67, 564, 171)
article-text: Θέλησα νὰ ἔχω τὴν εὐκαιρίαν νὰ ἐπισκεφθῶ τὰ ἐργοστάσια ὅπου ἐργάζονται Ἕλληνες ἐργάται καὶ νὰ γνωρίσω ἀπὸ κοντὰ τοὺς ὅρους ἐργασίας, κατοικίας καὶ περιθάλψεώς των. Ἡ πρόσληψις γίνεται μέσῳ τῆς ἁρμοδίας ὑπηρεσίας καὶ οἱ ἐργάται ἀμείβονται ὅπως καὶ οἱ Γερμανοὶ συνάδελφοί των. (945, 1162, 1176, 1212)
article-text: Ἡ Κίνα καὶ ἡ Κοῦβα ὑπέγραψαν συμφωνίαν οἰκονομικῆς συνεργασίας βάσει τῆς ὁποίας ἡ Κίνα θὰ παραχωρήσῃ εἰς τὴν Κοῦβαν πίστωσιν καὶ θὰ ἀγοράσῃ σημαντικὰς ποσότητας σακχάρου κατὰ τὸ προσεχὲς ἔτος. (572, 687, 753, 737)
article-text: Θέλησα νὰ ἔχω τὴν εὐκαιρίαν νὰ ἐπισκεφθῶ τὰ ἐργοστάσια ὅπου ἐργάζονται Ἕλληνες ἐργάται καὶ νὰ γνωρίσω ἀπὸ κοντὰ τοὺς ὅρους ἐργασίας, κατοικίας καὶ περιθάλψεώς των. Ἡ πρόσληψις γίνεται μέσῳ τῆς ἁρμοδίας ὑπηρεσίας καὶ οἱ ἐργάται ἀμείβονται ὅπως καὶ οἱ Γερμανοὶ συνάδελφοί των. (945, 1109, 1176, 1159)
section-heading: ΑΙ ΦΟΡΟΛΟΓΙΚΑΙ ΑΠΑΛΛΑΓΑΙ (67, 698, 225, 710)
article-text: Ἡ Κίνα καὶ ἡ Κοῦβα ὑπέγραψαν συμφωνίαν οἰκονομικῆς συνεργασίας βάσει τῆς ὁποίας ἡ Κίνα θὰ παραχωρήσῃ εἰς τὴν Κοῦβαν πίστωσιν καὶ θὰ ἀγοράσῃ σημαντικὰς ποσότητας σακχάρου κατὰ τὸ προσεχὲς ἔτος. (760, 1119, 941, 1169)
subhead-venizelos: Ο κ. ΒΕΝΙΖΕΛΟΣ ΖΗΤΕΙ ΑΠΟ ΤΟΝ ΕΡΥΘΡΟΝ ΣΤΑΥΡΟΝ ΝΑ ΣΠΕΥΣΗ ΕΙΣ ΒΟΗΘΕΙΑΝ ΤΩΝ ΔΕΙΝΟΠΑΘΟΥΝΤΩΝ (582, 1350, 931, 1377)
subhead-monastery: Ζητοῦν νὰ ἀκυρωθῇ ἡ διαταγὴ περὶ ἐγκλεισμοῦ εἰς μονὴν (619, 977, 894, 1010)
article-text: Θέλησα νὰ ἔχω τὴν εὐκαιρίαν νὰ ἐπισκεφθῶ τὰ ἐργοστάσια ὅπου ἐργάζονται Ἕλληνες ἐργάται καὶ νὰ γνωρίσω ἀπὸ κοντὰ τοὺς ὅρους ἐργασίας, κατοικίας καὶ περιθάλψεώς των. Ἡ πρόσληψις γίνεται μέσῳ τῆς ἁρμοδίας ὑπηρεσίας καὶ οἱ ἐργάται ἀμείβονται ὅπως καὶ οἱ Γερμανοὶ συνάδελφοί των. (945, 906, 1176, 956)
column-rule (942, 49, 943, 2324)
article-text: Θέλησα νὰ ἔχω τὴν εὐκαιρίαν νὰ ἐπισκεφθῶ τὰ ἐργοστάσια ὅπου ἐργάζονται Ἕλληνες ἐργάται καὶ νὰ γνωρίσω ἀπὸ κοντὰ τοὺς ὅρους ἐργασίας, κατοικίας καὶ περιθάλψεώς των. Ἡ πρόσληψις γίνεται μέσῳ τῆς ἁρμοδίας ὑπηρεσίας καὶ οἱ ἐργάται ἀμείβονται ὅπως καὶ οἱ Γερμανοὶ συνάδελφοί των. (1182, 257, 1560, 286)
article-text: Ἡ Κίνα καὶ ἡ Κοῦβα ὑπέγραψαν συμφωνίαν οἰκονομικῆς συνεργασίας βάσει τῆς ὁποίας ἡ Κίνα θὰ παραχωρήσῃ εἰς τὴν Κοῦβαν πίστωσιν καὶ θὰ ἀγοράσῃ σημαντικὰς ποσότητας σακχάρου κατὰ τὸ προσεχὲς ἔτος. (572, 581, 753, 631)
article-text: Κατά τὴν ἀπόφασιν τῆς Βουλῆς συνεχίσθη ἡ συζήτησις ἐπὶ τῆς συμβάσεως τοῦ ἀλουμινίου. Ὁ κ. Πρωτοπαπαδάκης ἐπέμεινεν ὅτι ἡ σύμβασις εἶναι συμφέρουσα διὰ τὴν χώραν, ἐνῷ ὁ κ. Μαῦρος ὑπεστήριξεν ὅτι αὕτη ἀποτελεῖ κίνδυνον διὰ τὴν ἐθνικὴν οἰκονομίαν καὶ ὅτι οὐδεμία μελέτη προηγήθη. Ἐπηκολούθησεν ἐπεισόδιον μεταξὺ τῶν δύο ἀγορητῶν καὶ ὁ πρόεδρος διέκοψε τὴν συνεδρίασιν. (8, 870, 284, 920)
section-heading: ΚΑΤΑΣΤΡΕΠΤΙΚΑΙ ΑΙ ΣΥΝΕΠΕΙΑΙ (344, 827, 516, 839)
section-heading: ΤΟ ΘΕΜΑ ΤΗΣ ΚΑΤΟΙΚΙΑΣ (991, 717, 1130, 728)
column-rule (569, 49, 570, 2324)
article-ss (572, 827, 941, 933)
article-text: Θέλησα νὰ ἔχω τὴν εὐκαιρίαν νὰ ἐπισκεφθῶ τὰ ἐργοστάσια ὅπου ἐργάζονται Ἕλληνες ἐργάται καὶ νὰ γνωρίσω ἀπὸ κοντὰ τοὺς ὅρους ἐργασίας, κατοικίας καὶ περιθάλψεώς των. Ἡ πρόσληψις γίνεται μέσῳ τῆς ἁρμοδίας ὑπηρεσίας καὶ οἱ ἐργάται ἀμείβονται ὅπως καὶ οἱ Γερμανοὶ συνάδελφοί των. (945, 432, 1176, 481)
article-text: Κατά τὴν ἀπόφασιν τῆς Βουλῆς συνεχίσθη ἡ συζήτησις ἐπὶ τῆς συμβάσεως τοῦ ἀλουμινίου. Ὁ κ. Πρωτοπαπαδάκης ἐπέμεινεν ὅτι ἡ σύμβασις εἶναι συμφέρουσα διὰ τὴν χώραν, ἐνῷ ὁ κ. Μαῦρος ὑπεστήριξεν ὅτι αὕτη ἀποτελεῖ κίνδυνον διὰ τὴν ἐθνικὴν οἰκονομίαν καὶ ὅτι οὐδεμία μελέτη προηγήθη. Ἐπηκολούθησεν ἐπεισόδιον μεταξὺ τῶν δύο ἀγορητῶν καὶ ὁ πρόεδρος διέκοψε τὴν συνεδρίασιν. (8, 1379, 284, 1429)
article-text: Ἡ Κίνα καὶ ἡ Κοῦβα ὑπέγραψαν συμφωνίαν οἰκονομικῆς συνεργασίας βάσει τῆς ὁποίας ἡ Κίνα θὰ παραχωρήσῃ εἰς τὴν Κοῦβαν πίστωσιν καὶ θὰ ἀγοράσῃ σημαντικὰς ποσότητας σακχάρου κατὰ τὸ προσεχὲς ἔτος. (760, 634, 941, 684)
photo-workers-group (1182, 291, 1560, 705)
article-text: Θέλησα νὰ ἔχω τὴν εὐκαιρίαν νὰ ἐπισκεφθῶ τὰ ἐργοστάσια ὅπου ἐργάζονται Ἕλληνες ἐργάται καὶ νὰ γνωρίσω ἀπὸ κοντὰ τοὺς ὅρους ἐργασίας, κατοικίας καὶ περιθάλψεώς των. Ἡ πρόσληψις γίνεται μέσῳ τῆς ἁρμοδίας ὑπηρεσίας καὶ οἱ ἐργάται ἀμείβονται ὅπως καὶ οἱ Γερμανοὶ συνάδελφοί των. (945, 783, 1176, 833)
article-text: Θέλησα νὰ ἔχω τὴν εὐκαιρίαν νὰ ἐπισκεφθῶ τὰ ἐργοστάσια ὅπου ἐργάζονται Ἕλληνες ἐργάται καὶ νὰ γνωρίσω ἀπὸ κοντὰ τοὺς ὅρους ἐργασίας, κατοικίας καὶ περιθάλψεώς των. Ἡ πρόσληψις γίνεται μέσῳ τῆς ἁρμοδίας ὑπηρεσίας καὶ οἱ ἐργάται ἀμείβονται ὅπως καὶ οἱ Γερμανοὶ συνάδελφοί των. (945, 959, 1176, 1009)
article-text: Κατά τὴν ἀπόφασιν τῆς Βουλῆς συνεχίσθη ἡ συζήτησις ἐπὶ τῆς συμβάσεως τοῦ ἀλουμινίου. Ὁ κ. Πρωτοπαπαδάκης ἐπέμεινεν ὅτι ἡ σύμβασις εἶναι συμφέρουσα διὰ τὴν χώραν, ἐνῷ ὁ κ. Μαῦρος ὑπεστήριξεν ὅτι αὕτη ἀποτελεῖ κίνδυνον διὰ τὴν ἐθνικὴν οἰκονομίαν καὶ ὅτι οὐδεμία μελέτη προηγήθη. Ἐπηκολούθησεν ἐπεισόδιον μεταξὺ τῶν δύο ἀγορητῶν καὶ ὁ πρόεδρος διέκοψε τὴν συνεδρίασιν. (292, 894, 568, 944)
article-text: Θέλησα νὰ ἔχω τὴν εὐκαιρίαν νὰ ἐπισκεφθῶ τὰ ἐργοστάσια ὅπου ἐργάζονται Ἕλληνες ἐργάται καὶ νὰ γνωρίσω ἀπὸ κοντὰ τοὺς ὅρους ἐργασίας, κατοικίας καὶ περιθάλψεώς των. Ἡ πρόσληψις γίνεται μέσῳ τῆς ἁρμοδίας ὑπηρεσίας καὶ οἱ ἐργάται ἀμείβονται ὅπως καὶ οἱ Γερμανοὶ συνάδελφοί των. (945, 730, 1176, 780)
article-text: Θέλησα νὰ ἔχω τὴν εὐκαιρίαν νὰ ἐπισκεφθῶ τὰ ἐργοστάσια ὅπου ἐργάζονται Ἕλληνες ἐργάται καὶ νὰ γνωρίσω ἀπὸ κοντὰ τοὺς ὅρους ἐργασίας, κατοικίας καὶ περιθάλψεώς των. Ἡ πρόσληψις γίνεται μέσῳ τῆς ἁρμοδίας ὑπηρεσίας καὶ οἱ ἐργάται ἀμείβονται ὅπως καὶ οἱ Γερμανοὶ συνάδελφοί των. (1256, 1453, 1560, 1493)
box-headline: ΟΙ ΦΙΛΟΔΥΤΙΚΟΙ ΗΡΧΙΣΑΝ ΕΙΣ ΛΑΟΣ ΤΗΝ ΕΠΙΘΕΣΙΝ ΤΩΝ (35, 1188, 257, 1211)
top-note: Πρὸς ἀποφυγὴν ἐσφαλμένων ἐντυπώσεων (1078, 56, 1427, 75)
article-text: Ἡ Κίνα καὶ ἡ Κοῦβα ὑπέγραψαν συμφωνίαν οἰκονομικῆς συνεργασίας βάσει τῆς ὁποίας ἡ Κίνα θὰ παραχωρήσῃ εἰς τὴν Κοῦβαν πίστωσιν καὶ θὰ ἀγοράσῃ σημαντικὰς ποσότητας σακχάρου κατὰ τὸ προσεχὲς ἔτος. (760, 269, 941, 319)
article-text: Κατά τὴν ἀπόφασιν τῆς Βουλῆς συνεχίσθη ἡ συζήτησις ἐπὶ τῆς συμβάσεως τοῦ ἀλουμινίου. Ὁ κ. Πρωτοπαπαδάκης ἐπέμεινεν ὅτι ἡ σύμβασις εἶναι συμφέρουσα διὰ τὴν χώραν, ἐνῷ ὁ κ. Μαῦρος ὑπεστήριξεν ὅτι αὕτη ἀποτελεῖ κίνδυνον διὰ τὴν ἐθνικὴν οἰκονομίαν καὶ ὅτι οὐδεμία μελέτη προηγήθη. Ἐπηκολούθησεν ἐπεισόδιον μεταξὺ τῶν δύο ἀγορητῶν καὶ ὁ πρόεδρος διέκοψε τὴν συνεδρίασιν. (292, 947, 568, 997)
article-text: Θέλησα νὰ ἔχω τὴν εὐκαιρίαν νὰ ἐπισκεφθῶ τὰ ἐργοστάσια ὅπου ἐργάζονται Ἕλληνες ἐργάται καὶ νὰ γνωρίσω ἀπὸ κοντὰ τοὺς ὅρους ἐργασίας, κατοικίας καὶ περιθάλψεώς των. Ἡ πρόσληψις γίνεται μέσῳ τῆς ἁρμοδίας ὑπηρεσίας καὶ οἱ ἐργάται ἀμείβονται ὅπως καὶ οἱ Γερμανοὶ συνάδελφοί των. (945, 1039, 1176, 1089)
article-text: Θέλησα νὰ ἔχω τὴν εὐκαιρίαν νὰ ἐπισκεφθῶ τὰ ἐργοστάσια ὅπου ἐργάζονται Ἕλληνες ἐργάται καὶ νὰ γνωρίσω ἀπὸ κοντὰ τοὺς ὅρους ἐργασίας, κατοικίας καὶ περιθάλψεώς των. Ἡ πρόσληψις γίνεται μέσῳ τῆς ἁρμοδίας ὑπηρεσίας καὶ οἱ ἐργάται ἀμείβονται ὅπως καὶ οἱ Γερμανοὶ συνάδελφοί των. (945, 257, 1176, 306)
article-text: Κατά τὴν ἀπόφασιν τῆς Βουλῆς συνεχίσθη ἡ συζήτησις ἐπὶ τῆς συμβάσεως τοῦ ἀλουμινίου. Ὁ κ. Πρωτοπαπαδάκης ἐπέμεινεν ὅτι ἡ σύμβασις εἶναι συμφέρουσα διὰ τὴν χώραν, ἐνῷ ὁ κ. Μαῦρος ὑπεστήριξεν ὅτι αὕτη ἀποτελεῖ κίνδυνον διὰ τὴν ἐθνικὴν οἰκονομίαν καὶ ὅτι οὐδεμία μελέτη προηγήθη. Ἐπηκολούθησεν ἐπεισόδιον μεταξὺ τῶν δύο ἀγορητῶν καὶ ὁ πρόεδρος διέκοψε τὴν συνεδρίασιν. (292, 490, 568, 540)
headline-ss: ΛΟΧΙΑΣ ΤΩΝ ΕΣ ΕΣ ΕΔΙΔΑΧΘΗ ΕΙΣ ΕΙΔΙΚΟΝ ΣΤΡΑΤΟΠΕΔΟΝ (589, 747, 924, 784)
article-text: Ἡ Κίνα καὶ ἡ Κοῦβα ὑπέγραψαν συμφωνίαν οἰκονομικῆς συνεργασίας βάσει τῆς ὁποίας ἡ Κίνα θὰ παραχωρήσῃ εἰς τὴν Κοῦβαν πίστωσιν καὶ θὰ ἀγοράσῃ σημαντικὰς ποσότητας σακχάρου κατὰ τὸ προσεχὲς ἔτος. (760, 581, 941, 631)
photo-figure (1325, 449, 1366, 684)
divider (945, 1501, 1560, 1502)
section-heading: ΑΜΕΡΙΚΑΝΙΚΗ ΔΙΑΜΑΡΤΥΡΙΑ (772, 324, 929, 336)
photo-housing (1182, 841, 1560, 1039)
article-text: Θέλησα νὰ ἔχω τὴν εὐκαιρίαν νὰ ἐπισκεφθῶ τὰ ἐργοστάσια ὅπου ἐργάζονται Ἕλληνες ἐργάται καὶ νὰ γνωρίσω ἀπὸ κοντὰ τοὺς ὅρους ἐργασίας, κατοικίας καὶ περιθάλψεώς των. Ἡ πρόσληψις γίνεται μέσῳ τῆς ἁρμοδίας ὑπηρεσίας καὶ οἱ ἐργάται ἀμείβονται ὅπως καὶ οἱ Γερμανοὶ συνάδελφοί των. (945, 538, 1176, 587)
section-heading: ΑΙ ΥΠΟΧΡΕΩΣΕΙΣ ΤΗΣ ΠΕΧΙΝΕΥ (346, 599, 514, 611)
column-middle (572, 0, 941, 2334)
article-priest (572, 1015, 941, 1173)
article-text: Κατά τὴν ἀπόφασιν τῆς Βουλῆς συνεχίσθη ἡ συζήτησις ἐπὶ τῆς συμβάσεως τοῦ ἀλουμινίου. Ὁ κ. Πρωτοπαπαδάκης ἐπέμεινεν ὅτι ἡ σύμβασις εἶναι συμφέρουσα διὰ τὴν χώραν, ἐνῷ ὁ κ. Μαῦρος ὑπεστήριξεν ὅτι αὕτη ἀποτελεῖ κίνδυνον διὰ τὴν ἐθνικὴν οἰκονομίαν καὶ ὅτι οὐδεμία μελέτη προηγήθη. Ἐπηκολούθησεν ἐπεισόδιον μεταξὺ τῶν δύο ἀγορητῶν καὶ ὁ πρόεδρος διέκοψε τὴν συνεδρίασιν. (292, 613, 568, 663)
article-china-cuba (572, 179, 941, 461)
photo-caption: Εἰς τὸ «Οὐνκέρκεν», πλησίον τοῦ Ντύσσελντορφ, τὸ ἐργοστάσιον Γκλάντστοκ, ἔκτισε διὰ τοὺς Ἕλληνας ἐργάτας ἀνέτους κατοικίας. Εἰς τὴν φωτογραφίαν μία κατοικία ὅπου φιλοξενοῦνται 52 Ἕλληνες ἐργάται. (945, 1217, 1560, 1239)
article-text: Ἡ Κίνα καὶ ἡ Κοῦβα ὑπέγραψαν συμφωνίαν οἰκονομικῆς συνεργασίας βάσει τῆς ὁποίας ἡ Κίνα θὰ παραχωρήσῃ εἰς τὴν Κοῦβαν πίστωσιν καὶ θὰ ἀγοράσῃ σημαντικὰς ποσότητας σακχάρου κατὰ τὸ προσεχὲς ἔτος. (572, 1434, 753, 1484)
section-heading: ΟΙ ΕΛΛΗΝΕΣ ΕΡΓΑΤΑΙ (1002, 594, 1119, 606)
subhead-kill: τὸν τρόπον νὰ σκοτώνῃ ταχέως καὶ ἀκινδύνως (598, 786, 915, 823)
article-text: Θέλησα νὰ ἔχω τὴν εὐκαιρίαν νὰ ἐπισκεφθῶ τὰ ἐργοστάσια ὅπου ἐργάζονται Ἕλληνες ἐργάται καὶ νὰ γνωρίσω ἀπὸ κοντὰ τοὺς ὅρους ἐργασίας, κατοικίας καὶ περιθάλψεώς των. Ἡ πρόσληψις γίνεται μέσῳ τῆς ἁρμοδίας ὑπηρεσίας καὶ οἱ ἐργάται ἀμείβονται ὅπως καὶ οἱ Γερμανοὶ συνάδελφοί των. (945, 1659, 1249, 1699)
article-text: Ἡ Κίνα καὶ ἡ Κοῦβα ὑπέγραψαν συμφωνίαν οἰκονομικῆς συνεργασίας βάσει τῆς ὁποίας ἡ Κίνα θὰ παραχωρήσῃ εἰς τὴν Κοῦβαν πίστωσιν καὶ θὰ ἀγοράσῃ σημαντικὰς ποσότητας σακχάρου κατὰ τὸ προσεχὲς ἔτος. (760, 687, 941, 737)
article-text: Κατά τὴν ἀπόφασιν τῆς Βουλῆς συνεχίσθη ἡ συζήτησις ἐπὶ τῆς συμβάσεως τοῦ ἀλουμινίου. Ὁ κ. Πρωτοπαπαδάκης ἐπέμεινεν ὅτι ἡ σύμβασις εἶναι συμφέρουσα διὰ τὴν χώραν, ἐνῷ ὁ κ. Μαῦρος ὑπεστήριξεν ὅτι αὕτη ἀποτελεῖ κίνδυνον διὰ τὴν ἐθνικὴν οἰκονομίαν καὶ ὅτι οὐδεμία μελέτη προηγήθη. Ἐπηκολούθησεν ἐπεισόδιον μεταξὺ τῶν δύο ἀγορητῶν καὶ ὁ πρόεδρος διέκοψε τὴν συνεδρίασιν. (292, 437, 568, 487)
article-text: Θέλησα νὰ ἔχω τὴν εὐκαιρίαν νὰ ἐπισκεφθῶ τὰ ἐργοστάσια ὅπου ἐργάζονται Ἕλληνες ἐργάται καὶ νὰ γνωρίσω ἀπὸ κοντὰ τοὺς ὅρους ἐργασίας, κατοικίας καὶ περιθάλψεώς των. Ἡ πρόσληψις γίνεται μέσῳ τῆς ἁρμοδίας ὑπηρεσίας καὶ οἱ ἐργάται ἀμείβονται ὅπως καὶ οἱ Γερμανοὶ συνάδελφοί των. (1182, 794, 1560, 823)
section-heading: Η ΠΡΟΣΛΗΨΙΣ ΕΡΓΑΤΩΝ (1305, 780, 1437, 792)
lead-summary: Ἕνας περίπατος εἰς τὴν Βόννην.— Ἀναχώρησις διὰ τὸ Νύσσελντορφ.— Ἡ ὑπηρεσία ἐργασίας.— Μία συνομιλία μὲ τὸν ἀντιπρόεδρον τοῦ ἐργατικοῦ κέντρου δρα Μπένκνερ.— Οἱ ὅροι κατοικίας.— Ὁ τρόπος προσλήψεως.— Διατί πρέπει νὰ ἀποφεύγεται ἡ δι' ἰδιωτικῆς πρωτοβουλίας μετάβασις.— Τί πρέπει νὰ γνωρίζουν οἱ μεταβαίνοντες. (958, 143, 1546, 226)
article-text: Ἡ Κίνα καὶ ἡ Κοῦβα ὑπέγραψαν συμφωνίαν οἰκονομικῆς συνεργασίας βάσει τῆς ὁποίας ἡ Κίνα θὰ παραχωρήσῃ εἰς τὴν Κοῦβαν πίστωσιν καὶ θὰ ἀγοράσῃ σημαντικὰς ποσότητας σακχάρου κατὰ τὸ προσεχὲς ἔτος. (572, 232, 753, 282)
photo-roof (1232, 901, 1447, 913)
article-text: Θέλησα νὰ ἔχω τὴν εὐκαιρίαν νὰ ἐπισκεφθῶ τὰ ἐργοστάσια ὅπου ἐργάζονται Ἕλληνες ἐργάται καὶ νὰ γνωρίσω ἀπὸ κοντὰ τοὺς ὅρους ἐργασίας, κατοικίας καὶ περιθάλψεώς των. Ἡ πρόσληψις γίνεται μέσῳ τῆς ἁρμοδίας ὑπηρεσίας καὶ οἱ ἐργάται ἀμείβονται ὅπως καὶ οἱ Γερμανοὶ συνάδελφοί των. (945, 836, 1176, 886)
article-text: Ἡ Κίνα καὶ ἡ Κοῦβα ὑπέγραψαν συμφωνίαν οἰκονομικῆς συνεργασίας βάσει τῆς ὁποίας ἡ Κίνα θὰ παραχωρήσῃ εἰς τὴν Κοῦβαν πίστωσιν καὶ θὰ ἀγοράσῃ σημαντικὰς ποσότητας σακχάρου κατὰ τὸ προσεχὲς ἔτος. (760, 880, 941, 929)
section-heading: ΔΕΝ ΠΡΟΗΓΗΘΗ ΜΕΛΕΤΗ (361, 318, 500, 329)
article-text: Κατά τὴν ἀπόφασιν τῆς Βουλῆς συνεχίσθη ἡ συζήτησις ἐπὶ τῆς συμβάσεως τοῦ ἀλουμινίου. Ὁ κ. Πρωτοπαπαδάκης ἐπέμεινεν ὅτι ἡ σύμβασις εἶναι συμφέρουσα διὰ τὴν χώραν, ἐνῷ ὁ κ. Μαῦρος ὑπεστήριξεν ὅτι αὕτη ἀποτελεῖ κίνδυνον διὰ τὴν ἐθνικὴν οἰκονομίαν καὶ ὅτι οὐδεμία μελέτη προηγήθη. Ἐπηκολούθησεν ἐπεισόδιον μεταξὺ τῶν δύο ἀγορητῶν καὶ ὁ πρόεδρος διέκοψε τὴν συνεδρίασιν. (8, 483, 284, 533)
subhead-box-havana (592, 133, 921, 174)
photo-figure (1271, 439, 1310, 684)
article-text: Θέλησα νὰ ἔχω τὴν εὐκαιρίαν νὰ ἐπισκεφθῶ τὰ ἐργοστάσια ὅπου ἐργάζονται Ἕλληνες ἐργάται καὶ νὰ γνωρίσω ἀπὸ κοντὰ τοὺς ὅρους ἐργασίας, κατοικίας καὶ περιθάλψεώς των. Ἡ πρόσληψις γίνεται μέσῳ τῆς ἁρμοδίας ὑπηρεσίας καὶ οἱ ἐργάται ἀμείβονται ὅπως καὶ οἱ Γερμανοὶ συνάδελφοί των. (1256, 1616, 1560, 1656)
article-text: Κατά τὴν ἀπόφασιν τῆς Βουλῆς συνεχίσθη ἡ συζήτησις ἐπὶ τῆς συμβάσεως τοῦ ἀλουμινίου. Ὁ κ. Πρωτοπαπαδάκης ἐπέμεινεν ὅτι ἡ σύμβασις εἶναι συμφέρουσα διὰ τὴν χώραν, ἐνῷ ὁ κ. Μαῦρος ὑπεστήριξεν ὅτι αὕτη ἀποτελεῖ κίνδυνον διὰ τὴν ἐθνικὴν οἰκονομίαν καὶ ὅτι οὐδεμία μελέτη προηγήθη. Ἐπηκολούθησεν ἐπεισόδιον μεταξὺ τῶν δύο ἀγορητῶν καὶ ὁ πρόεδρος διέκοψε τὴν συνεδρίασιν. (292, 719, 568, 769)
article-text: Ἡ Κίνα καὶ ἡ Κοῦβα ὑπέγραψαν συμφωνίαν οἰκονομικῆς συνεργασίας βάσει τῆς ὁποίας ἡ Κίνα θὰ παραχωρήσῃ εἰς τὴν Κοῦβαν πίστωσιν καὶ θὰ ἀγοράσῃ σημαντικὰς ποσότητας σακχάρου κατὰ τὸ προσεχὲς ἔτος. (572, 179, 754, 229)
section-label-france: Εἰς τὴν Γαλλίαν (823, 467, 902, 478)
article-text: Κατά τὴν ἀπόφασιν τῆς Βουλῆς συνεχίσθη ἡ συζήτησις ἐπὶ τῆς συμβάσεως τοῦ ἀλουμινίου. Ὁ κ. Πρωτοπαπαδάκης ἐπέμεινεν ὅτι ἡ σύμβασις εἶναι συμφέρουσα διὰ τὴν χώραν, ἐνῷ ὁ κ. Μαῦρος ὑπεστήριξεν ὅτι αὕτη ἀποτελεῖ κίνδυνον διὰ τὴν ἐθνικὴν οἰκονομίαν καὶ ὅτι οὐδεμία μελέτη προηγήθη. Ἐπηκολούθησεν ἐπεισόδιον μεταξὺ τῶν δύο ἀγορητῶν καὶ ὁ πρόεδρος διέκοψε τὴν συνεδρίασιν. (292, 209, 568, 259)
article-text: Ἡ Κίνα καὶ ἡ Κοῦβα ὑπέγραψαν συμφωνίαν οἰκονομικῆς συνεργασίας βάσει τῆς ὁποίας ἡ Κίνα θὰ παραχωρήσῃ εἰς τὴν Κοῦβαν πίστωσιν καὶ θὰ ἀγοράσῃ σημαντικὰς ποσότητας σακχάρου κατὰ τὸ προσεχὲς ἔτος. (760, 1014, 941, 1064)
article-text: Θέλησα νὰ ἔχω τὴν εὐκαιρίαν νὰ ἐπισκεφθῶ τὰ ἐργοστάσια ὅπου ἐργάζονται Ἕλληνες ἐργάται καὶ νὰ γνωρίσω ἀπὸ κοντὰ τοὺς ὅρους ἐργασίας, κατοικίας καὶ περιθάλψεώς των. Ἡ πρόσληψις γίνεται μέσῳ τῆς ἁρμοδίας ὑπηρεσίας καὶ οἱ ἐργάται ἀμείβονται ὅπως καὶ οἱ Γερμανοὶ συνάδελφοί των. (1256, 1278, 1560, 1318)
article-text: Κατά τὴν ἀπόφασιν τῆς Βουλῆς συνεχίσθη ἡ συζήτησις ἐπὶ τῆς συμβάσεως τοῦ ἀλουμινίου. Ὁ κ. Πρωτοπαπαδάκης ἐπέμεινεν ὅτι ἡ σύμβασις εἶναι συμφέρουσα διὰ τὴν χώραν, ἐνῷ ὁ κ. Μαῦρος ὑπεστήριξεν ὅτι αὕτη ἀποτελεῖ κίνδυνον διὰ τὴν ἐθνικὴν οἰκονομίαν καὶ ὅτι οὐδεμία μελέτη προηγήθη. Ἐπηκολούθησεν ἐπεισόδιον μεταξὺ τῶν δύο ἀγορητῶν καὶ ὁ πρόεδρος διέκοψε τὴν συνεδρίασιν. (292, 1228, 568, 1278)
article-text: Ἡ Κίνα καὶ ἡ Κοῦβα ὑπέγραψαν συμφωνίαν οἰκονομικῆς συνεργασίας βάσει τῆς ὁποίας ἡ Κίνα θὰ παραχωρήσῃ εἰς τὴν Κοῦβαν πίστωσιν καὶ θὰ ἀγοράσῃ σημαντικὰς ποσότητας σακχάρου κατὰ τὸ προσεχὲς ἔτος. (760, 1434, 941, 1484)
subhead-avitaminosis: ΕΙΣ ΠΟΛΛΑΣ ΠΕΡΙΟΧΑΣ ΟΙ ΚΑΤΟΙΚΟΙ ΥΠΕΣΤΗΣΑΝ ΚΑΙ ΑΠΟΒΙΤΑΜΙΝΩΣΙΝ (597, 1320, 916, 1346)
article-text: Κατά τὴν ἀπόφασιν τῆς Βουλῆς συνεχίσθη ἡ συζήτησις ἐπὶ τῆς συμβάσεως τοῦ ἀλουμινίου. Ὁ κ. Πρωτοπαπαδάκης ἐπέμεινεν ὅτι ἡ σύμβασις εἶναι συμφέρουσα διὰ τὴν χώραν, ἐνῷ ὁ κ. Μαῦρος ὑπεστήριξεν ὅτι αὕτη ἀποτελεῖ κίνδυνον διὰ τὴν ἐθνικὴν οἰκονομίαν καὶ ὅτι οὐδεμία μελέτη προηγήθη. Ἐπηκολούθησεν ἐπεισόδιον μεταξὺ τῶν δύο ἀγορητῶν καὶ ὁ πρόεδρος διέκοψε τὴν συνεδρίασιν. (292, 1387, 568, 1437)
article-text: Ἡ Κίνα καὶ ἡ Κοῦβα ὑπέγραψαν συμφωνίαν οἰκονομικῆς συνεργασίας βάσει τῆς ὁποίας ἡ Κίνα θὰ παραχωρήσῃ εἰς τὴν Κοῦβαν πίστωσιν καὶ θὰ ἀγοράσῃ σημαντικὰς ποσότητας σακχάρου κατὰ τὸ προσεχὲς ἔτος. (572, 1540, 753, 1590)
section-heading: Η ΙΑΤΡΙΚΗ ΠΕΡΙΘΑΛΨΙΣ (996, 892, 1125, 904)
article-text: Θέλησα νὰ ἔχω τὴν εὐκαιρίαν νὰ ἐπισκεφθῶ τὰ ἐργοστάσια ὅπου ἐργάζονται Ἕλληνες ἐργάται καὶ νὰ γνωρίσω ἀπὸ κοντὰ τοὺς ὅρους ἐργασίας, κατοικίας καὶ περιθάλψεώς των. Ἡ πρόσληψις γίνεται μέσῳ τῆς ἁρμοδίας ὑπηρεσίας καὶ οἱ ἐργάται ἀμείβονται ὅπως καὶ οἱ Γερμανοὶ συνάδελφοί των. (945, 661, 1176, 710)
article-text: Ἡ Κίνα καὶ ἡ Κοῦβα ὑπέγραψαν συμφωνίαν οἰκονομικῆς συνεργασίας βάσει τῆς ὁποίας ἡ Κίνα θὰ παραχωρήσῃ εἰς τὴν Κοῦβαν πίστωσιν καὶ θὰ ἀγοράσῃ σημαντικὰς ποσότητας σακχάρου κατὰ τὸ προσεχὲς ἔτος. (760, 338, 941, 388)
article-text: Κατά τὴν ἀπόφασιν τῆς Βουλῆς συνεχίσθη ἡ συζήτησις ἐπὶ τῆς συμβάσεως τοῦ ἀλουμινίου. Ὁ κ. Πρωτοπαπαδάκης ἐπέμεινεν ὅτι ἡ σύμβασις εἶναι συμφέρουσα διὰ τὴν χώραν, ἐνῷ ὁ κ. Μαῦρος ὑπεστήριξεν ὅτι αὕτη ἀποτελεῖ κίνδυνον διὰ τὴν ἐθνικὴν οἰκονομίαν καὶ ὅτι οὐδεμία μελέτη προηγήθη. Ἐπηκολούθησεν ἐπεισόδιον μεταξὺ τῶν δύο ἀγορητῶν καὶ ὁ πρόεδρος διέκοψε τὴν συνεδρίασιν. (8, 818, 284, 868)
subhead-episode: ΕΠΕΙΣΟΔΙΟΝ ΠΡΩΤΟΠΑΠΑΔΑΚΗ ΚΑΙ ΜΑΥΡΟΥ (26, 176, 550, 201)
article-riadis (572, 1193, 941, 1246)
article-aluminium (8, 209, 568, 1493)
article-crete (572, 1381, 941, 1593)
subhead-factories: εἰς ἐργοστάσια τῆς Ἀβάνας (644, 152, 869, 171)
article-text: Ἡ Κίνα καὶ ἡ Κοῦβα ὑπέγραψαν συμφωνίαν οἰκονομικῆς συνεργασίας βάσει τῆς ὁποίας ἡ Κίνα θὰ παραχωρήσῃ εἰς τὴν Κοῦβαν πίστωσιν καὶ θὰ ἀγοράσῃ σημαντικὰς ποσότητας σακχάρου κατὰ τὸ προσεχὲς ἔτος. (572, 338, 753, 388)
article-text: Θέλησα νὰ ἔχω τὴν εὐκαιρίαν νὰ ἐπισκεφθῶ τὰ ἐργοστάσια ὅπου ἐργάζονται Ἕλληνες ἐργάται καὶ νὰ γνωρίσω ἀπὸ κοντὰ τοὺς ὅρους ἐργασίας, κατοικίας καὶ περιθάλψεώς των. Ἡ πρόσληψις γίνεται μέσῳ τῆς ἁρμοδίας ὑπηρεσίας καὶ οἱ ἐργάται ἀμείβονται ὅπως καὶ οἱ Γερμανοὶ συνάδελφοί των. (945, 608, 1176, 657)
section-heading: Ε.Σ.Σ.Δ. — ΚΟΥΒΑ (802, 255, 900, 267)
article-text: Θέλησα νὰ ἔχω τὴν εὐκαιρίαν νὰ ἐπισκεφθῶ τὰ ἐργοστάσια ὅπου ἐργάζονται Ἕλληνες ἐργάται καὶ νὰ γνωρίσω ἀπὸ κοντὰ τοὺς ὅρους ἐργασίας, κατοικίας καὶ περιθάλψεώς των. Ἡ πρόσληψις γίνεται μέσῳ τῆς ἁρμοδίας ὑπηρεσίας καὶ οἱ ἐργάται ἀμείβονται ὅπως καὶ οἱ Γερμανοὶ συνάδελφοί των. (1256, 1321, 1560, 1362)
article-text: Θέλησα νὰ ἔχω τὴν εὐκαιρίαν νὰ ἐπισκεφθῶ τὰ ἐργοστάσια ὅπου ἐργάζονται Ἕλληνες ἐργάται καὶ νὰ γνωρίσω ἀπὸ κοντὰ τοὺς ὅρους ἐργασίας, κατοικίας καὶ περιθάλψεώς των. Ἡ πρόσληψις γίνεται μέσῳ τῆς ἁρμοδίας ὑπηρεσίας καὶ οἱ ἐργάται ἀμείβονται ὅπως καὶ οἱ Γερμανοὶ συνάδελφοί των. (945, 310, 1176, 359)
dateline: ΠΕΚΙΝΟΝ, 30. (Ρώυτερ). (572, 179, 667, 189)
article-text: Κατά τὴν ἀπόφασιν τῆς Βουλῆς συνεχίσθη ἡ συζήτησις ἐπὶ τῆς συμβάσεως τοῦ ἀλουμινίου. Ὁ κ. Πρωτοπαπαδάκης ἐπέμεινεν ὅτι ἡ σύμβασις εἶναι συμφέρουσα διὰ τὴν χώραν, ἐνῷ ὁ κ. Μαῦρος ὑπεστήριξεν ὅτι αὕτη ἀποτελεῖ κίνδυνον διὰ τὴν ἐθνικὴν οἰκονομίαν καὶ ὅτι οὐδεμία μελέτη προηγήθη. Ἐπηκολούθησεν ἐπεισόδιον μεταξὺ τῶν δύο ἀγορητῶν καὶ ὁ πρόεδρος διέκοψε τὴν συνεδρίασιν. (292, 331, 568, 381)
section-heading: ΠΡΩΤΟΧΡΟΝΙΑΤΙΚΟΝ ΔΩΡΟΝ (771, 185, 930, 197)
article-text: Ἡ Κίνα καὶ ἡ Κοῦβα ὑπέγραψαν συμφωνίαν οἰκονομικῆς συνεργασίας βάσει τῆς ὁποίας ἡ Κίνα θὰ παραχωρήσῃ εἰς τὴν Κοῦβαν πίστωσιν καὶ θὰ ἀγοράσῃ σημαντικὰς ποσότητας σακχάρου κατὰ τὸ προσεχὲς ἔτος. (760, 1540, 941, 1590)
divider (572, 937, 941, 938)
article-text: Κατά τὴν ἀπόφασιν τῆς Βουλῆς συνεχίσθη ἡ συζήτησις ἐπὶ τῆς συμβάσεως τοῦ ἀλουμινίου. Ὁ κ. Πρωτοπαπαδάκης ἐπέμεινεν ὅτι ἡ σύμβασις εἶναι συμφέρουσα διὰ τὴν χώραν, ἐνῷ ὁ κ. Μαῦρος ὑπεστήριξεν ὅτι αὕτη ἀποτελεῖ κίνδυνον διὰ τὴν ἐθνικὴν οἰκονομίαν καὶ ὅτι οὐδεμία μελέτη προηγήθη. Ἐπηκολούθησεν ἐπεισόδιον μεταξὺ τῶν δύο ἀγορητῶν καὶ ὁ πρόεδρος διέκοψε τὴν συνεδρίασιν. (292, 1000, 568, 1050)
divider (945, 252, 1560, 253)
article-text: Κατά τὴν ἀπόφασιν τῆς Βουλῆς συνεχίσθη ἡ συζήτησις ἐπὶ τῆς συμβάσεως τοῦ ἀλουμινίου. Ὁ κ. Πρωτοπαπαδάκης ἐπέμεινεν ὅτι ἡ σύμβασις εἶναι συμφέρουσα διὰ τὴν χώραν, ἐνῷ ὁ κ. Μαῦρος ὑπεστήριξεν ὅτι αὕτη ἀποτελεῖ κίνδυνον διὰ τὴν ἐθνικὴν οἰκονομίαν καὶ ὅτι οὐδεμία μελέτη προηγήθη. Ἐπηκολούθησεν ἐπεισόδιον μεταξὺ τῶν δύο ἀγορητῶν καὶ ὁ πρόεδρος διέκοψε τὴν συνεδρίασιν. (292, 262, 568, 312)
section-heading: ΟΙ ΙΣΧΥΡΙΣΜΟΙ ΤΟΥ ΥΠΟΥΡΓΟΥ (346, 1056, 514, 1068)
article-text: Κατά τὴν ἀπόφασιν τῆς Βουλῆς συνεχίσθη ἡ συζήτησις ἐπὶ τῆς συμβάσεως τοῦ ἀλουμινίου. Ὁ κ. Πρωτοπαπαδάκης ἐπέμεινεν ὅτι ἡ σύμβασις εἶναι συμφέρουσα διὰ τὴν χώραν, ἐνῷ ὁ κ. Μαῦρος ὑπεστήριξεν ὅτι αὕτη ἀποτελεῖ κίνδυνον διὰ τὴν ἐθνικὴν οἰκονομίαν καὶ ὅτι οὐδεμία μελέτη προηγήθη. Ἐπηκολούθησεν ἐπεισόδιον μεταξὺ τῶν δύο ἀγορητῶν καὶ ὁ πρόεδρος διέκοψε τὴν συνεδρίασιν. (292, 1175, 568, 1225)
article-text: Θέλησα νὰ ἔχω τὴν εὐκαιρίαν νὰ ἐπισκεφθῶ τὰ ἐργοστάσια ὅπου ἐργάζονται Ἕλληνες ἐργάται καὶ νὰ γνωρίσω ἀπὸ κοντὰ τοὺς ὅρους ἐργασίας, κατοικίας καὶ περιθάλψεώς των. Ἡ πρόσληψις γίνεται μέσῳ τῆς ἁρμοδίας ὑπηρεσίας καὶ οἱ ἐργάται ἀμείβονται ὅπως καὶ οἱ Γερμανοὶ συνάδελφοί των. (945, 1573, 1249, 1613)
article-senate (572, 581, 941, 740)
photo-figure (1433, 454, 1470, 684)
article-text: Κατά τὴν ἀπόφασιν τῆς Βουλῆς συνεχίσθη ἡ συζήτησις ἐπὶ τῆς συμβάσεως τοῦ ἀλουμινίου. Ὁ κ. Πρωτοπαπαδάκης ἐπέμεινεν ὅτι ἡ σύμβασις εἶναι συμφέρουσα διὰ τὴν χώραν, ἐνῷ ὁ κ. Μαῦρος ὑπεστήριξεν ὅτι αὕτη ἀποτελεῖ κίνδυνον διὰ τὴν ἐθνικὴν οἰκονομίαν καὶ ὅτι οὐδεμία μελέτη προηγήθη. Ἐπηκολούθησεν ἐπεισόδιον μεταξὺ τῶν δύο ἀγορητῶν καὶ ὁ πρόεδρος διέκοψε τὴν συνεδρίασιν. (12, 1213, 280, 1263)
news-box-laos (8, 1179, 284, 1323)
article-text: Ἡ Κίνα καὶ ἡ Κοῦβα ὑπέγραψαν συμφωνίαν οἰκονομικῆς συνεργασίας βάσει τῆς ὁποίας ἡ Κίνα θὰ παραχωρήσῃ εἰς τὴν Κοῦβαν πίστωσιν καὶ θὰ ἀγοράσῃ σημαντικὰς ποσότητας σακχάρου κατὰ τὸ προσεχὲς ἔτος. (572, 1014, 753, 1064)
article-text: Θέλησα νὰ ἔχω τὴν εὐκαιρίαν νὰ ἐπισκεφθῶ τὰ ἐργοστάσια ὅπου ἐργάζονται Ἕλληνες ἐργάται καὶ νὰ γνωρίσω ἀπὸ κοντὰ τοὺς ὅρους ἐργασίας, κατοικίας καὶ περιθάλψεώς των. Ἡ πρόσληψις γίνεται μέσῳ τῆς ἁρμοδίας ὑπηρεσίας καὶ οἱ ἐργάται ἀμείβονται ὅπως καὶ οἱ Γερμανοὶ συνάδελφοί των. (1182, 744, 1560, 774)
divider (945, 1369, 1560, 1370)
article-text: Θέλησα νὰ ἔχω τὴν εὐκαιρίαν νὰ ἐπισκεφθῶ τὰ ἐργοστάσια ὅπου ἐργάζονται Ἕλληνες ἐργάται καὶ νὰ γνωρίσω ἀπὸ κοντὰ τοὺς ὅρους ἐργασίας, κατοικίας καὶ περιθάλψεώς των. Ἡ πρόσληψις γίνεται μέσῳ τῆς ἁρμοδίας ὑπηρεσίας καὶ οἱ ἐργάται ἀμείβονται ὅπως καὶ οἱ Γερμανοὶ συνάδελφοί των. (1256, 1659, 1560, 1699)
